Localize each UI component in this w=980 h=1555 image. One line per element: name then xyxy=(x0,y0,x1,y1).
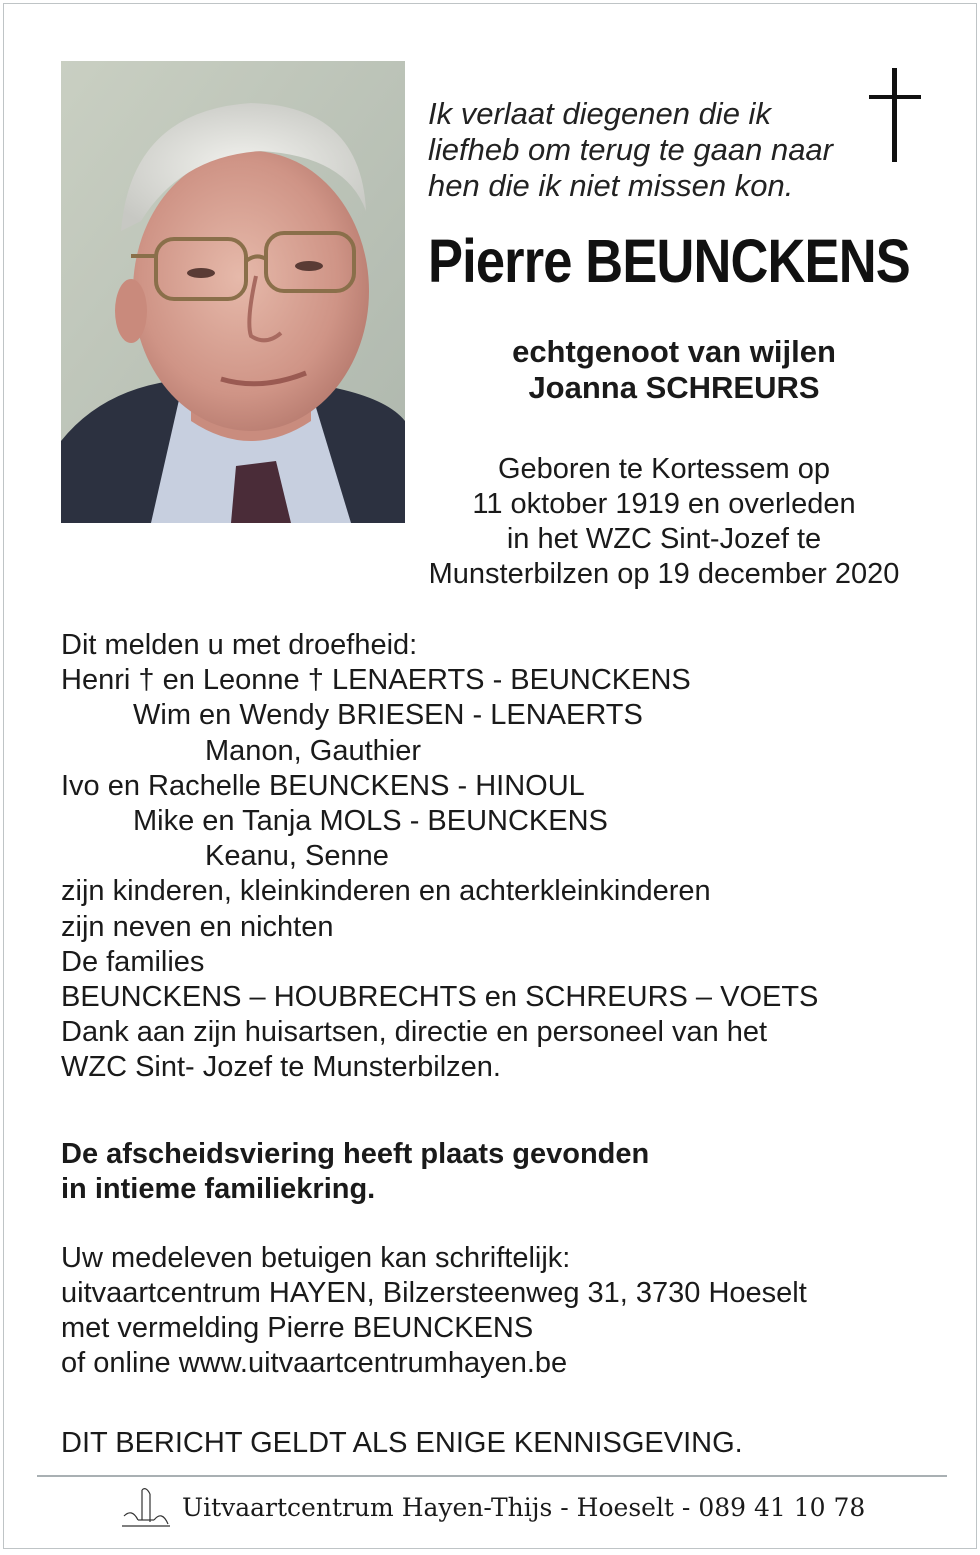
family-intro: Dit melden u met droefheid: xyxy=(61,629,418,661)
spouse-line: echtgenoot van wijlen xyxy=(512,334,836,369)
thanks-line: WZC Sint- Jozef te Munsterbilzen. xyxy=(61,1051,501,1084)
ceremony-line: in intieme familiekring. xyxy=(61,1173,376,1205)
funeral-home-contact: Uitvaartcentrum Hayen-Thijs - Hoeselt - 089 41 10 78 xyxy=(182,1493,866,1522)
official-notice: DIT BERICHT GELDT ALS ENIGE KENNISGEVING. xyxy=(61,1427,743,1459)
obituary-card xyxy=(3,3,977,1549)
family-line: Manon, Gauthier xyxy=(205,734,422,767)
birth-line: Geboren te Kortessem op xyxy=(497,453,831,485)
condolence-line: of online www.uitvaartcentrumhayen.be xyxy=(61,1347,568,1379)
family-line: De families xyxy=(61,945,205,978)
small-cross-icon: † xyxy=(138,664,155,697)
family-line: BEUNCKENS – HOUBRECHTS en SCHREURS – VOETS xyxy=(61,981,819,1014)
deceased-name: Pierre BEUNCKENS xyxy=(428,227,910,295)
ceremony-note xyxy=(61,1137,921,1207)
condolence-line: met vermelding Pierre BEUNCKENS xyxy=(61,1312,534,1344)
quote-line: liefheb om terug te gaan naar xyxy=(428,132,833,167)
family-line xyxy=(61,663,941,698)
quote-line: Ik verlaat diegenen die ik xyxy=(428,96,771,131)
divider xyxy=(37,1475,947,1477)
spouse-name: Joanna SCHREURS xyxy=(528,370,820,405)
portrait-photo xyxy=(61,61,405,523)
thanks-line: Dank aan zijn huisartsen, directie en personeel van het xyxy=(61,1016,768,1049)
quote-line: hen die ik niet missen kon. xyxy=(428,168,794,203)
family-line: Ivo en Rachelle BEUNCKENS - HINOUL xyxy=(61,769,585,802)
condolence-line: Uw medeleven betuigen kan schriftelijk: xyxy=(61,1242,571,1274)
memorial-quote xyxy=(428,96,858,204)
family-line: zijn kinderen, kleinkinderen en achterkleinkinderen xyxy=(61,875,711,908)
family-list xyxy=(61,628,941,1086)
small-cross-icon: † xyxy=(307,664,324,697)
family-line: Keanu, Senne xyxy=(205,840,389,873)
family-line: zijn neven en nichten xyxy=(61,910,334,943)
birth-line: Munsterbilzen op 19 december 2020 xyxy=(428,558,900,590)
condolence-info xyxy=(61,1241,941,1381)
family-name-part: en Leonne xyxy=(162,664,300,697)
family-name-part: Henri xyxy=(61,664,131,697)
family-line: Mike en Tanja MOLS - BEUNCKENS xyxy=(133,805,608,838)
ceremony-line: De afscheidsviering heeft plaats gevonden xyxy=(61,1138,650,1170)
condolence-line: uitvaartcentrum HAYEN, Bilzersteenweg 31, 3730 Hoeselt xyxy=(61,1277,807,1309)
family-line: Wim en Wendy BRIESEN - LENAERTS xyxy=(133,699,643,732)
birth-line: 11 oktober 1919 en overleden xyxy=(472,488,856,520)
family-name-part: LENAERTS - BEUNCKENS xyxy=(331,664,691,697)
funeral-home-footer xyxy=(120,1486,880,1532)
birth-line: in het WZC Sint-Jozef te xyxy=(506,523,822,555)
spouse-info xyxy=(404,334,944,406)
birth-death-info xyxy=(400,452,928,592)
cross-icon xyxy=(866,66,924,164)
candle-drawing-icon xyxy=(120,1486,172,1530)
